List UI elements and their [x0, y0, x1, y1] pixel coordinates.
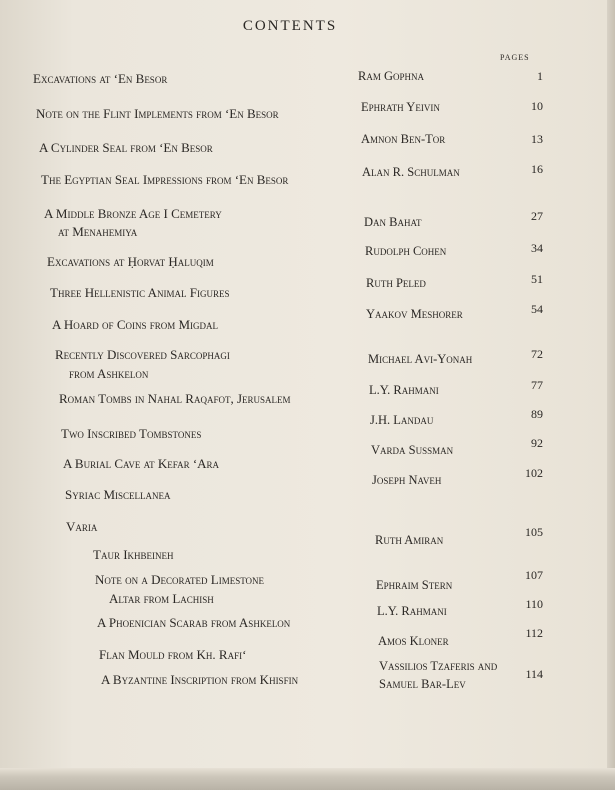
entry-page-number: 16	[531, 162, 543, 176]
entry-page-number: 77	[531, 378, 543, 392]
entry-author: Alan R. Schulman	[362, 165, 460, 179]
entry-author: Ruth Amiran	[375, 533, 444, 547]
entry-page-number: 110	[525, 597, 543, 611]
entry-author: Ephrath Yeivin	[361, 100, 440, 114]
entry-page-number: 112	[525, 626, 543, 640]
entry-title: Note on the Flint Implements from ‘En Besor	[36, 106, 279, 121]
entry-author: Vassilios Tzaferis and	[379, 659, 498, 673]
pages-column-label: PAGES	[500, 53, 530, 62]
entry-author: Dan Bahat	[364, 215, 422, 229]
entry-author: L.Y. Rahmani	[377, 604, 447, 618]
entry-title: A Cylinder Seal from ‘En Besor	[39, 140, 213, 155]
entry-page-number: 105	[525, 525, 543, 539]
entry-title: The Egyptian Seal Impressions from ‘En Besor	[41, 172, 289, 187]
entry-page-number: 54	[531, 302, 543, 316]
entry-title: Taur Ikhbeineh	[93, 547, 174, 562]
entry-author: Ephraim Stern	[376, 578, 453, 592]
entry-page-number: 27	[531, 209, 543, 223]
entry-page-number: 13	[531, 132, 543, 146]
entry-title: Flan Mould from Kh. Rafi‘	[99, 647, 247, 662]
entry-author: Yaakov Meshorer	[366, 307, 463, 321]
entry-author: Ram Gophna	[358, 69, 424, 83]
entry-title: A Byzantine Inscription from Khisfin	[101, 672, 299, 687]
entry-page-number: 51	[531, 272, 543, 286]
entry-author: L.Y. Rahmani	[369, 383, 439, 397]
entry-title: Three Hellenistic Animal Figures	[50, 285, 230, 300]
entry-page-number: 34	[531, 241, 543, 255]
entry-author: Joseph Naveh	[372, 473, 442, 487]
page-edge-bottom	[0, 768, 615, 790]
entry-author: J.H. Landau	[370, 413, 434, 427]
entry-page-number: 72	[531, 347, 543, 361]
entry-author: Michael Avi-Yonah	[368, 352, 473, 366]
entry-author: Samuel Bar-Lev	[379, 677, 466, 691]
entry-author: Rudolph Cohen	[365, 244, 447, 258]
entry-page-number: 10	[531, 99, 543, 113]
entry-author: Ruth Peled	[366, 276, 426, 290]
entry-title: A Phoenician Scarab from Ashkelon	[97, 615, 291, 630]
entry-author: Amnon Ben-Tor	[361, 132, 446, 146]
entry-title: Varia	[66, 519, 98, 534]
entry-page-number: 114	[525, 667, 543, 681]
entry-title: Two Inscribed Tombstones	[61, 426, 202, 441]
entry-page-number: 107	[525, 568, 543, 582]
entry-title: A Burial Cave at Kefar ‘Ara	[63, 456, 220, 471]
entry-title: Excavations at Ḥorvat Ḥaluqim	[47, 254, 214, 269]
entry-title: from Ashkelon	[69, 366, 149, 381]
entry-page-number: 1	[537, 69, 543, 83]
entry-page-number: 92	[531, 436, 543, 450]
entry-title: Excavations at ‘En Besor	[33, 71, 168, 86]
entry-title: Altar from Lachish	[109, 591, 214, 606]
entry-author: Varda Sussman	[371, 443, 454, 457]
entry-title: Roman Tombs in Nahal Raqafot, Jerusalem	[59, 391, 291, 406]
entry-page-number: 89	[531, 407, 543, 421]
page-edge-right	[607, 0, 615, 790]
contents-heading: CONTENTS	[242, 18, 338, 34]
entry-title: A Hoard of Coins from Migdal	[52, 317, 219, 332]
entry-title: Syriac Miscellanea	[65, 487, 171, 502]
entry-title: Note on a Decorated Limestone	[95, 572, 265, 587]
entry-author: Amos Kloner	[378, 634, 449, 648]
entry-title: Recently Discovered Sarcophagi	[55, 347, 230, 362]
entry-title: at Menahemiya	[58, 224, 138, 239]
entry-title: A Middle Bronze Age I Cemetery	[44, 206, 222, 221]
entry-page-number: 102	[525, 466, 543, 480]
